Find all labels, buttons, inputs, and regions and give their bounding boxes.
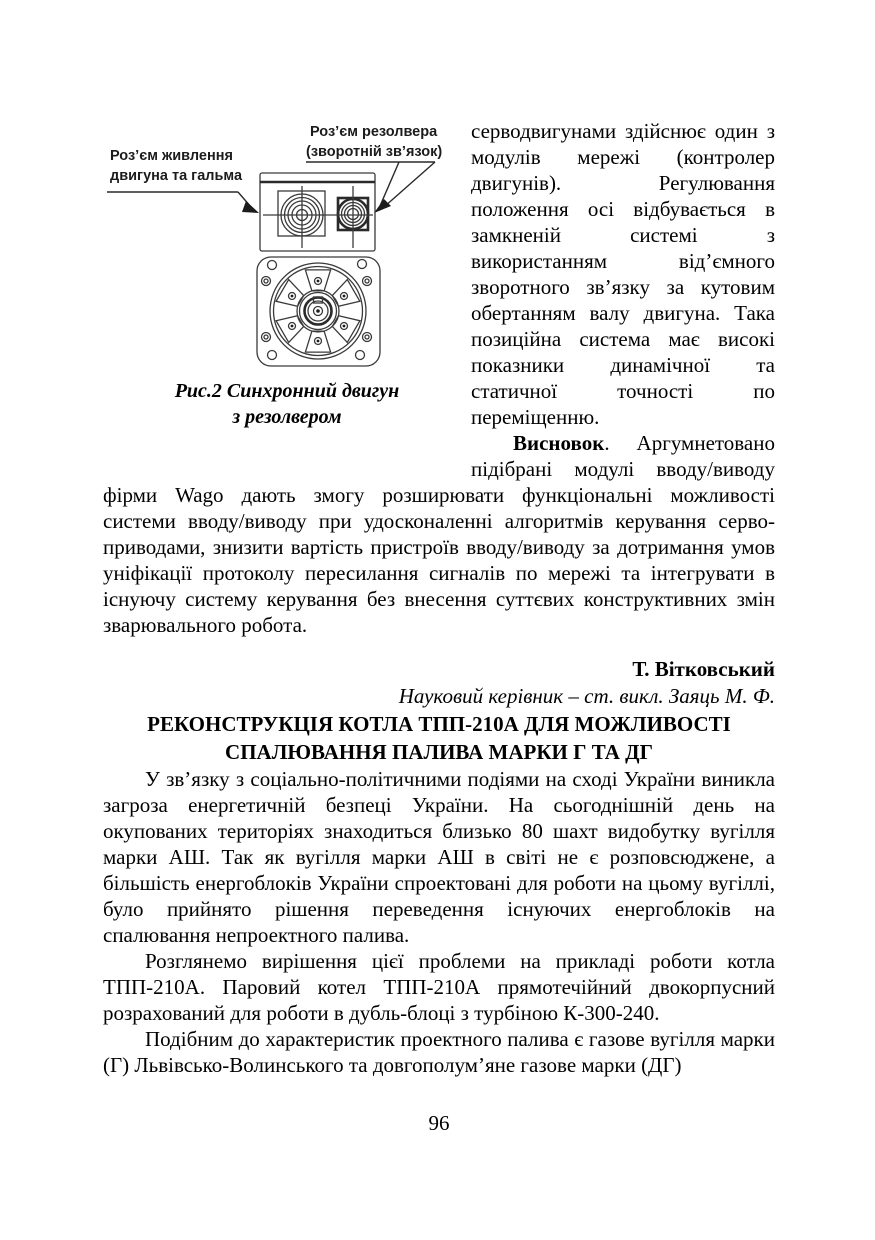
- figure-caption-line2: з резолвером: [232, 406, 342, 428]
- figure-caption: [103, 378, 471, 430]
- byline: [103, 656, 775, 710]
- article-title-line2: СПАЛЮВАННЯ ПАЛИВА МАРКИ Г ТА ДГ: [225, 740, 653, 764]
- figure-2: [103, 118, 471, 430]
- figure-caption-line1: Рис.2 Синхронний двигун: [174, 380, 400, 402]
- supervisor-line: Науковий керівник – ст. викл. Заяць М. Ф.: [398, 684, 775, 708]
- paragraph-boiler: Розглянемо вирішення цієї проблеми на прикладі роботи котла ТПП-210А. Паровий котел ТПП-210А прямотечійний двокорпусний розрахований для роботи в дубль-блоці з турбіною К-300-240.: [103, 949, 775, 1025]
- page-number: 96: [428, 1111, 450, 1135]
- figure-label-resolver-connector-line2: (зворотній зв’язок): [306, 144, 443, 160]
- article-title-line1: РЕКОНСТРУКЦІЯ КОТЛА ТПП-210А ДЛЯ МОЖЛИВОСТІ: [147, 712, 731, 736]
- paragraph-energy-security: У зв’язку з соціально-політичними подіями на сході України виникла загроза енергетичній безпеці України. На сьогоднішній день на окупованих територіях знаходиться близько 80 шахт видобутку вугілля марки АШ. Так як вугілля марки АШ в світі не є розповсюджене, а більшість енергоблоків України спроектовані для роботи на цьому вугіллі, було прийнято рішення переведення існуючих енергоблоків на спалювання непроектного палива.: [103, 767, 775, 947]
- right-arrowhead: [374, 199, 391, 213]
- paragraph-servo-control: серводвигунами здійснює один з модулів мережі (контролер двигунів). Регулювання положення осі відбувається в замкненій системі з використанням від’ємного зворотного зв’язку за кутовим обертанням валу двигуна. Така позиційна система має високі показники динамічної та статичної точності по переміщенню.: [471, 119, 775, 429]
- conclusion-label: Висновок: [513, 431, 605, 455]
- left-arrowhead: [242, 201, 259, 213]
- author-name: Т. Вітковський: [632, 657, 775, 681]
- article-title: [103, 710, 775, 766]
- page-content: [103, 118, 775, 1078]
- paragraph-fuel-types: Подібним до характеристик проектного палива є газове вугілля марки (Г) Львівсько-Волинського та довгополум’яне газове марки (ДГ): [103, 1027, 775, 1077]
- synchronous-motor-diagram: [103, 118, 471, 370]
- figure-label-resolver-connector: Роз’єм резолвера: [310, 124, 438, 140]
- figure-label-power-connector: Роз’єм живлення: [110, 148, 233, 164]
- paragraph-conclusion: [103, 430, 775, 638]
- figure-label-power-connector-line2: двигуна та гальма: [110, 168, 243, 184]
- conclusion-text: . Аргумнетовано підібрані модулі вводу/виводу фірми Wago дають змогу розширювати функціональні можливості системи вводу/виводу при удосконаленні алгоритмів керування серво-приводами, знизити вартість пристроїв вводу/виводу за дотримання умов уніфікації протоколу пересилання сигналів по мережі та інтегрувати в існуючу систему керування без внесення суттєвих конструктивних змін зварювального робота.: [103, 431, 775, 637]
